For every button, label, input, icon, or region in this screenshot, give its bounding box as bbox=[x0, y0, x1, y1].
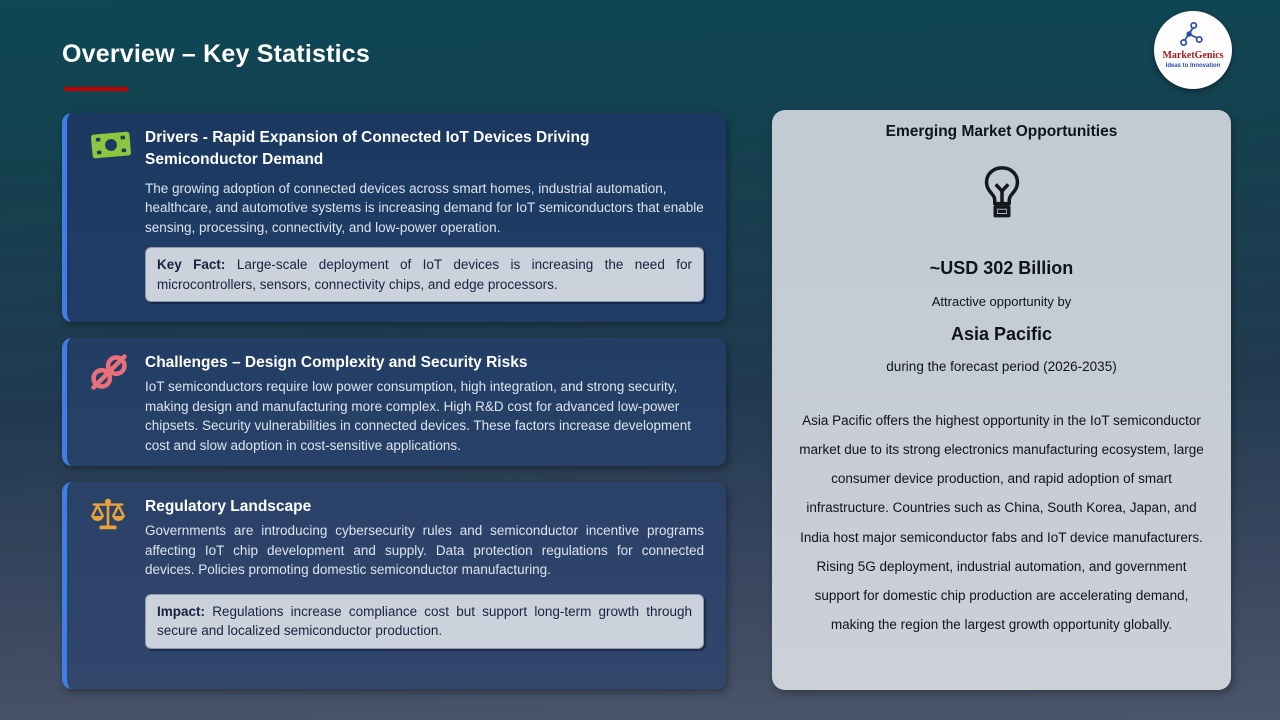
card-body: IoT semiconductors require low power consumption, high integration, and strong security, making design and manufacturing more complex. High R&D cost for advanced low-power chipsets. Security vulnerabilities in connected devices. These factors increase development cost and slow adoption in cost-sensitive applications. bbox=[145, 379, 692, 453]
key-fact-text: Large-scale deployment of IoT devices is increasing the need for microcontrollers, sensors, connectivity chips, and edge processors. bbox=[157, 257, 692, 292]
card-body: Governments are introducing cybersecurity rules and semiconductor incentive programs affecting IoT chip development and supply. Data protection regulations for connected devices. Policies promoting domestic semiconductor manufacturing. bbox=[145, 523, 704, 578]
page-title: Overview – Key Statistics bbox=[62, 40, 370, 68]
title-underline bbox=[64, 87, 128, 91]
impact-label: Impact: bbox=[157, 603, 206, 619]
logo bbox=[1154, 11, 1232, 89]
opportunity-subtitle: Attractive opportunity by bbox=[931, 294, 1072, 309]
opportunity-panel bbox=[772, 110, 1231, 690]
drivers-card bbox=[62, 113, 726, 322]
impact-text: Regulations increase compliance cost but support long-term growth through secure and localized semiconductor production. bbox=[157, 603, 692, 639]
regulatory-card bbox=[62, 482, 726, 689]
card-title: Regulatory Landscape bbox=[145, 498, 312, 515]
opportunity-value: ~USD 302 Billion bbox=[929, 258, 1074, 278]
lightbulb-icon bbox=[772, 165, 1231, 226]
card-body: The growing adoption of connected devices across smart homes, industrial automation, healthcare, and automotive systems is increasing demand for IoT semiconductors that enable sensing, processing, connectivity, and low-power operation. bbox=[145, 180, 704, 235]
opportunity-description: Asia Pacific offers the highest opportunity in the IoT semiconductor market due to its strong electronics manufacturing ecosystem, large consumer device production, and rapid adoption of smart infrastructure. Countries such as China, South Korea, Japan, and India host major semiconductor fabs and IoT device manufacturers. Rising 5G deployment, industrial automation, and government support for domestic chip production are accelerating demand, making the region the largest growth opportunity globally. bbox=[799, 413, 1204, 633]
opportunity-period: during the forecast period (2026-2035) bbox=[886, 359, 1117, 374]
card-title: Challenges – Design Complexity and Security Risks bbox=[145, 354, 528, 371]
key-fact-box bbox=[145, 247, 704, 302]
opportunity-region: Asia Pacific bbox=[950, 324, 1053, 344]
logo-tagline: Ideas to Innovation bbox=[1165, 63, 1221, 69]
challenges-card bbox=[62, 338, 726, 466]
card-title: Drivers - Rapid Expansion of Connected IoT Devices Driving Semiconductor Demand bbox=[145, 129, 590, 169]
key-fact-label: Key Fact: bbox=[157, 257, 226, 273]
impact-box bbox=[145, 594, 704, 649]
scales-icon bbox=[89, 496, 127, 539]
broken-link-icon bbox=[89, 352, 129, 397]
logo-name: MarketGenics bbox=[1162, 50, 1224, 61]
panel-title: Emerging Market Opportunities bbox=[885, 123, 1118, 140]
money-icon bbox=[89, 127, 133, 168]
